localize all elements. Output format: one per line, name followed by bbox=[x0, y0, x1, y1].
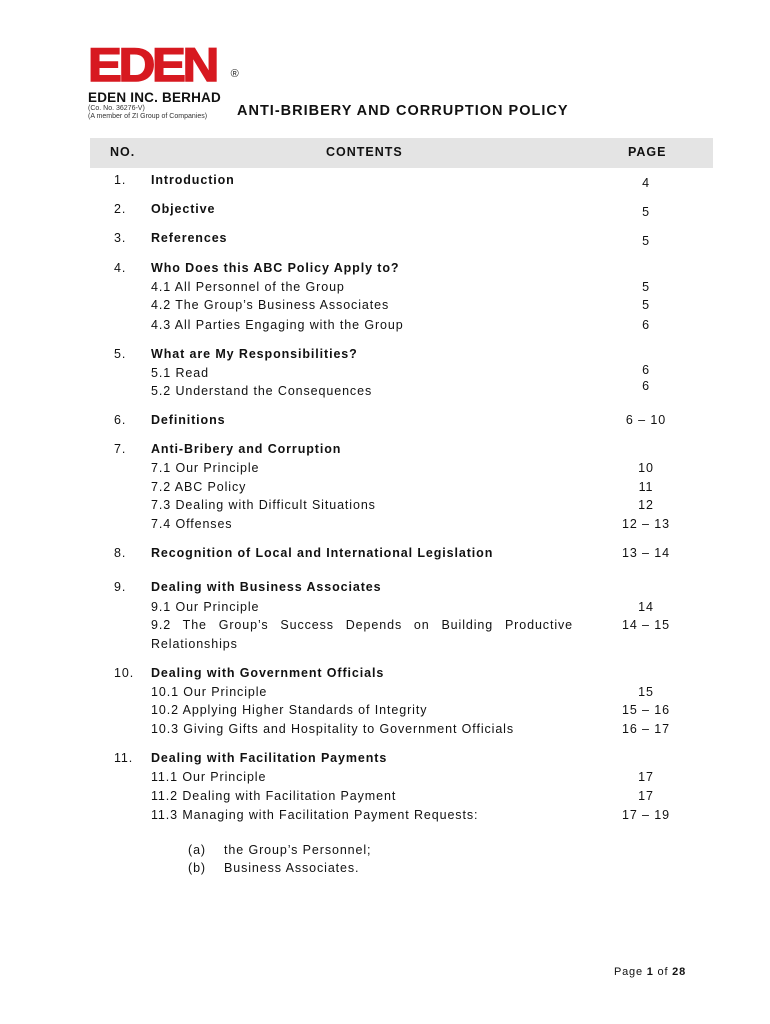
subsection-label: 10.2 Applying Higher Standards of Integrity bbox=[151, 703, 428, 717]
toc-header bbox=[90, 138, 713, 168]
section-page: 5 bbox=[642, 205, 650, 219]
section-title: Introduction bbox=[151, 173, 235, 187]
registered-mark: ® bbox=[230, 68, 239, 80]
subsection-page: 6 bbox=[642, 318, 650, 332]
subsection-label: 4.3 All Parties Engaging with the Group bbox=[151, 318, 404, 332]
subsection-page: 5 bbox=[642, 280, 650, 294]
section-number: 11. bbox=[114, 751, 134, 765]
footer-current-page: 1 bbox=[646, 966, 654, 978]
company-membership: (A member of ZI Group of Companies) bbox=[88, 113, 208, 120]
subsection-label-continued: Relationships bbox=[151, 637, 238, 651]
footer-total-pages: 28 bbox=[672, 966, 687, 978]
subsection-label: 4.2 The Group’s Business Associates bbox=[151, 298, 390, 312]
list-item-text: the Group’s Personnel; bbox=[224, 843, 372, 857]
section-title: Anti-Bribery and Corruption bbox=[151, 442, 342, 456]
subsection-label: 9.2 The Group’s Success Depends on Building Productive bbox=[151, 618, 573, 632]
subsection-page: 12 – 13 bbox=[621, 517, 670, 531]
header-page: PAGE bbox=[628, 145, 667, 159]
footer-of: of bbox=[657, 966, 669, 978]
subsection-label: 7.3 Dealing with Difficult Situations bbox=[151, 498, 376, 512]
section-title: Definitions bbox=[151, 413, 226, 427]
section-title: Objective bbox=[151, 202, 216, 216]
subsection-label: 11.3 Managing with Facilitation Payment Requests: bbox=[151, 808, 479, 822]
section-page: 5 bbox=[642, 234, 650, 248]
subsection-label: 11.1 Our Principle bbox=[151, 770, 267, 784]
section-title: Recognition of Local and International Legislation bbox=[151, 546, 494, 560]
subsection-label: 5.1 Read bbox=[151, 366, 209, 380]
subsection-page: 14 – 15 bbox=[621, 618, 670, 632]
subsection-page: 6 bbox=[642, 379, 650, 393]
subsection-page: 17 bbox=[638, 770, 654, 784]
subsection-page: 17 – 19 bbox=[621, 808, 670, 822]
subsection-label: 11.2 Dealing with Facilitation Payment bbox=[151, 789, 397, 803]
section-number: 6. bbox=[114, 413, 127, 427]
subsection-page: 10 bbox=[638, 461, 654, 475]
section-page: 13 – 14 bbox=[621, 546, 670, 560]
logo-wordmark: EDEN bbox=[88, 38, 217, 91]
section-number: 4. bbox=[114, 261, 127, 275]
section-number: 3. bbox=[114, 231, 127, 245]
section-title: References bbox=[151, 231, 228, 245]
document-title: ANTI-BRIBERY AND CORRUPTION POLICY bbox=[237, 103, 569, 119]
company-name: EDEN INC. BERHAD bbox=[88, 90, 221, 105]
list-item-letter: (b) bbox=[188, 861, 206, 875]
subsection-page: 15 bbox=[638, 685, 654, 699]
section-title: Who Does this ABC Policy Apply to? bbox=[151, 261, 400, 275]
section-title: Dealing with Government Officials bbox=[151, 666, 385, 680]
header-contents: CONTENTS bbox=[326, 145, 403, 159]
section-number: 8. bbox=[114, 546, 127, 560]
section-number: 7. bbox=[114, 442, 127, 456]
section-number: 9. bbox=[114, 580, 127, 594]
company-number: (Co. No. 36276-V) bbox=[88, 105, 145, 112]
section-number: 5. bbox=[114, 347, 127, 361]
section-number: 1. bbox=[114, 173, 127, 187]
subsection-label: 4.1 All Personnel of the Group bbox=[151, 280, 345, 294]
subsection-page: 11 bbox=[638, 480, 654, 494]
section-number: 10. bbox=[114, 666, 135, 680]
subsection-label: 10.3 Giving Gifts and Hospitality to Government Officials bbox=[151, 722, 515, 736]
subsection-page: 5 bbox=[642, 298, 650, 312]
subsection-label: 9.1 Our Principle bbox=[151, 600, 260, 614]
header-no: NO. bbox=[110, 145, 136, 159]
list-item-text: Business Associates. bbox=[224, 861, 360, 875]
subsection-page: 14 bbox=[638, 600, 654, 614]
subsection-label: 10.1 Our Principle bbox=[151, 685, 268, 699]
section-title: Dealing with Business Associates bbox=[151, 580, 382, 594]
subsection-page: 6 bbox=[642, 363, 650, 377]
subsection-label: 7.4 Offenses bbox=[151, 517, 233, 531]
subsection-page: 17 bbox=[638, 789, 654, 803]
section-title: What are My Responsibilities? bbox=[151, 347, 358, 361]
subsection-label: 5.2 Understand the Consequences bbox=[151, 384, 373, 398]
section-page: 4 bbox=[642, 176, 650, 190]
subsection-label: 7.2 ABC Policy bbox=[151, 480, 247, 494]
page-footer bbox=[614, 966, 686, 978]
section-number: 2. bbox=[114, 202, 127, 216]
section-page: 6 – 10 bbox=[625, 413, 667, 427]
subsection-label: 7.1 Our Principle bbox=[151, 461, 260, 475]
subsection-page: 12 bbox=[638, 498, 654, 512]
list-item-letter: (a) bbox=[188, 843, 206, 857]
footer-prefix: Page bbox=[614, 966, 643, 978]
subsection-page: 15 – 16 bbox=[621, 703, 670, 717]
subsection-page: 16 – 17 bbox=[621, 722, 670, 736]
section-title: Dealing with Facilitation Payments bbox=[151, 751, 388, 765]
